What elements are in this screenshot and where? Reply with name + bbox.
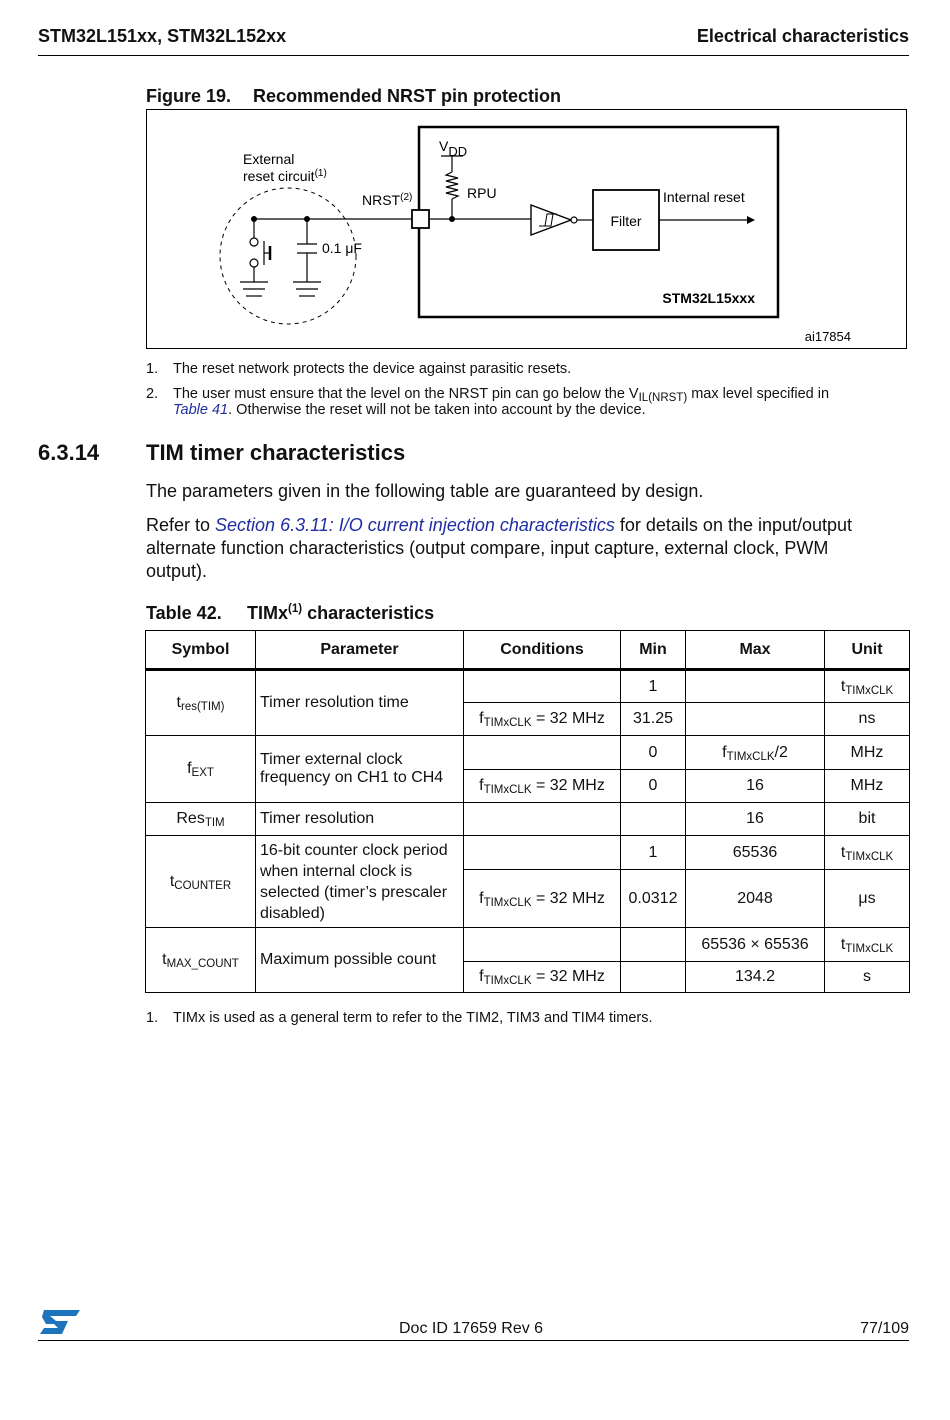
figure-title: Recommended NRST pin protection <box>253 86 562 106</box>
header-right: Electrical characteristics <box>696 26 909 46</box>
max-cell: 2048 <box>686 870 825 928</box>
chip-outline <box>419 127 778 317</box>
table-row <box>146 836 910 870</box>
unit-cell: $t_{TIMxCLK}$ <box>825 836 910 870</box>
figure-note-2: 2. The user must ensure that the level on the NRST pin can go below the $V_{IL(NRST)}$ max level specified in Table 41. Otherwise the reset will not be taken into account by the device. <box>146 386 830 418</box>
max-cell: 65536 <box>686 836 825 870</box>
figure-caption <box>146 86 561 107</box>
doc-id: Doc ID 17659 Rev 6 <box>399 1320 544 1337</box>
header-rule <box>38 55 909 56</box>
footer-rule <box>38 1340 909 1341</box>
section-6-3-11-link[interactable]: Section 6.3.11: I/O current injection characteristics <box>215 515 615 535</box>
min-cell: 0.0312 <box>621 870 686 928</box>
conditions-cell: $f_{TIMxCLK} = 32$ MHz <box>464 770 621 803</box>
label-nrst: NRST$^{(2)}$ <box>362 192 413 208</box>
arrow-right-icon <box>747 216 755 224</box>
unit-cell: ns <box>825 703 910 736</box>
parameter-cell: Timer resolution <box>256 803 464 836</box>
label-vdd: VDD <box>439 138 468 159</box>
label-device: STM32L15xxx <box>662 290 755 306</box>
parameter-cell: Timer resolution time <box>256 670 464 736</box>
min-cell: 0 <box>621 736 686 770</box>
symbol-cell: Res$_{TIM}$ <box>146 803 256 836</box>
symbol-cell: $f_{EXT}$ <box>146 736 256 803</box>
table-row <box>146 670 910 703</box>
label-rpu: RPU <box>467 185 497 201</box>
paragraph-1: The parameters given in the following table are guaranteed by design. <box>146 481 704 501</box>
header-left: STM32L151xx, STM32L152xx <box>38 26 287 46</box>
unit-cell: $t_{TIMxCLK}$ <box>825 670 910 703</box>
col-unit: Unit <box>825 631 910 670</box>
max-cell: 134.2 <box>686 962 825 993</box>
st-logo-icon <box>38 1308 82 1336</box>
timx-characteristics-table <box>145 630 910 993</box>
st-logo <box>38 1308 82 1336</box>
figure-note-1: 1. The reset network protects the device against parasitic resets. <box>146 361 572 377</box>
parameter-cell: Maximum possible count <box>256 928 464 993</box>
symbol-cell: $t_{MAX\_COUNT}$ <box>146 928 256 993</box>
label-internal-reset: Internal reset <box>663 189 745 205</box>
min-cell: 1 <box>621 670 686 703</box>
figure-id: ai17854 <box>804 329 851 344</box>
table-header-row <box>146 631 910 670</box>
min-cell: 0 <box>621 770 686 803</box>
max-cell: 65536 × 65536 <box>686 928 825 962</box>
min-cell: 1 <box>621 836 686 870</box>
section-number: 6.3.14 <box>38 440 100 465</box>
parameter-cell: Timer external clock frequency on CH1 to CH4 <box>256 736 464 803</box>
page-number: 77/109 <box>860 1320 909 1337</box>
unit-cell: $t_{TIMxCLK}$ <box>825 928 910 962</box>
section-title: TIM timer characteristics <box>146 440 406 465</box>
table-caption: Table 42. TIMx$^{(1)}$ characteristics <box>146 603 435 623</box>
min-cell: 31.25 <box>621 703 686 736</box>
nrst-circuit-diagram <box>147 110 908 350</box>
external-circuit-boundary <box>220 188 356 324</box>
label-capacitor: 0.1 μF <box>322 240 362 256</box>
unit-cell: μs <box>825 870 910 928</box>
symbol-cell: $t_{res(TIM)}$ <box>146 670 256 736</box>
paragraph-2: Refer to Section 6.3.11: I/O current injection characteristics for details on the input/output alternate function characteristics (output compare, input capture, external clock, PWM output). <box>146 515 853 581</box>
table-41-link[interactable]: Table 41 <box>173 402 229 418</box>
table-footnote: 1. TIMx is used as a general term to refer to the TIM2, TIM3 and TIM4 timers. <box>146 1010 653 1026</box>
table-row <box>146 736 910 770</box>
figure-box <box>146 109 907 349</box>
unit-cell: s <box>825 962 910 993</box>
max-cell: 16 <box>686 770 825 803</box>
conditions-cell: $f_{TIMxCLK} = 32$ MHz <box>464 870 621 928</box>
max-cell: 16 <box>686 803 825 836</box>
unit-cell: MHz <box>825 770 910 803</box>
table-row <box>146 928 910 962</box>
col-min: Min <box>621 631 686 670</box>
label-external: External <box>243 151 295 167</box>
table-row <box>146 803 910 836</box>
parameter-cell: 16-bit counter clock period when internal clock is selected (timer’s prescaler disabled) <box>256 836 464 928</box>
col-conditions: Conditions <box>464 631 621 670</box>
col-parameter: Parameter <box>256 631 464 670</box>
unit-cell: bit <box>825 803 910 836</box>
label-filter: Filter <box>610 213 642 229</box>
unit-cell: MHz <box>825 736 910 770</box>
figure-number: Figure 19. <box>146 86 232 106</box>
max-cell: $f_{TIMxCLK}/2$ <box>686 736 825 770</box>
symbol-cell: $t_{COUNTER}$ <box>146 836 256 928</box>
conditions-cell: $f_{TIMxCLK} = 32$ MHz <box>464 962 621 993</box>
conditions-cell: $f_{TIMxCLK} = 32$ MHz <box>464 703 621 736</box>
col-symbol: Symbol <box>146 631 256 670</box>
col-max: Max <box>686 631 825 670</box>
label-reset-circuit: reset circuit$^{(1)}$ <box>243 168 327 184</box>
